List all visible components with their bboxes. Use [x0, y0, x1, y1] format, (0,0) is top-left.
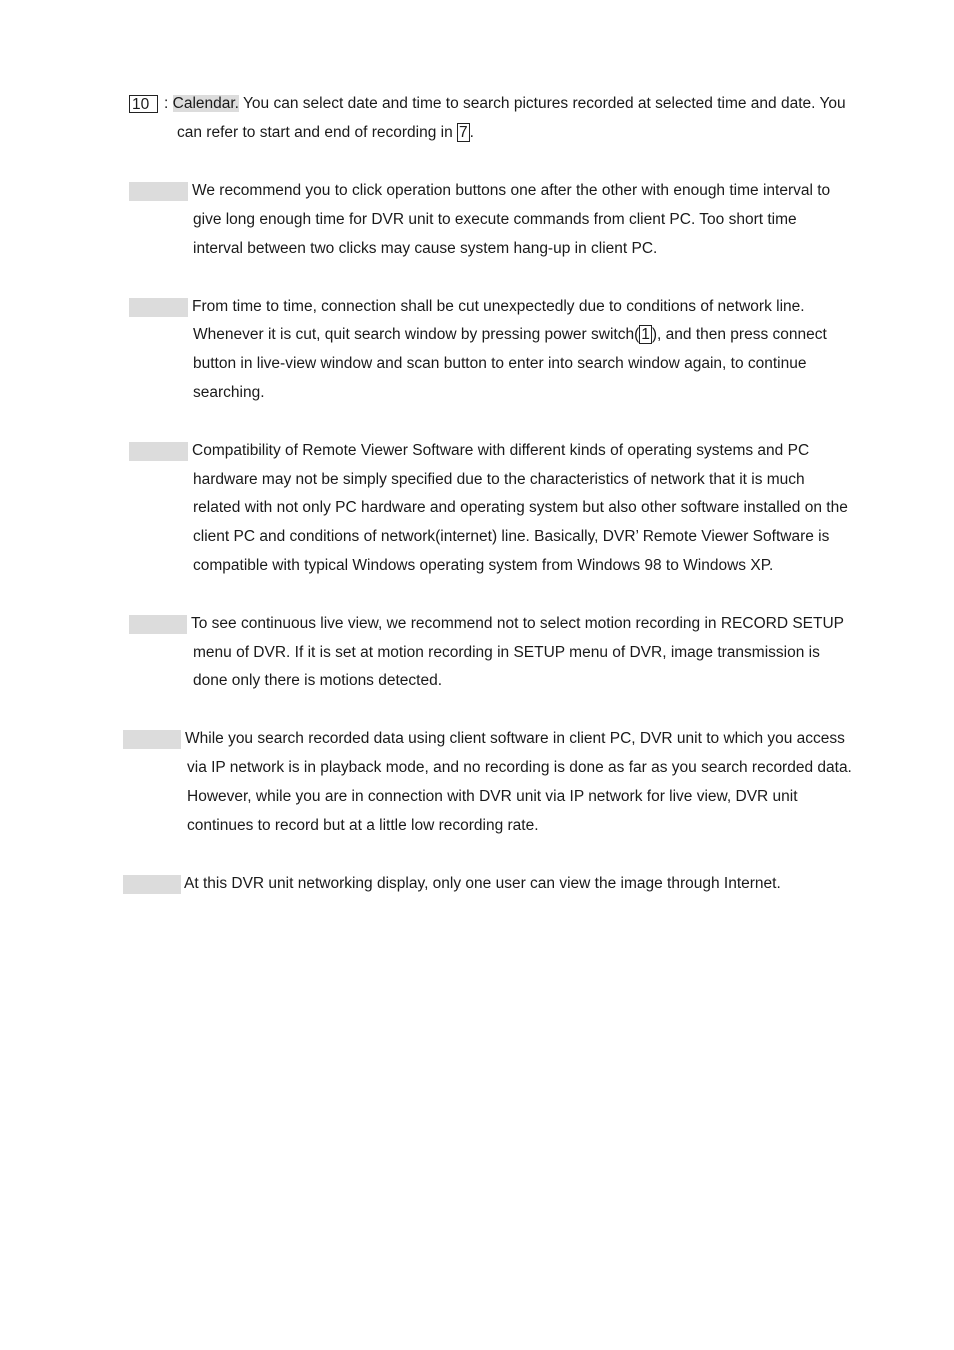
- note-5-line-4: continues to record but at a little low recording rate.: [187, 817, 539, 834]
- note-4-line-1: To see continuous live view, we recommend not to select motion recording in RECORD SETUP: [191, 615, 845, 632]
- item-10-line-2: [177, 123, 474, 143]
- note-3-line-2: hardware may not be simply specified due to the characteristics of network that it is much: [193, 471, 805, 488]
- note-3-line-3: related with not only PC hardware and operating system but also other software installed on the: [193, 499, 848, 516]
- ref-box-1: 1: [641, 326, 650, 343]
- note-4-line-2: menu of DVR. If it is set at motion recording in SETUP menu of DVR, image transmission is: [193, 644, 820, 661]
- note-3-line-5: compatible with typical Windows operating system from Windows 98 to Windows XP.: [193, 557, 774, 574]
- note-2-line-3: button in live-view window and scan button to enter into search window again, to continue: [193, 355, 807, 372]
- note-label-3: [129, 442, 188, 461]
- note-2-line-2-pre: Whenever it is cut, quit search window by pressing power switch(: [193, 326, 640, 343]
- note-3-line-4: client PC and conditions of network(internet) line. Basically, DVR’ Remote Viewer Software is: [193, 528, 830, 545]
- note-5-line-3: However, while you are in connection with DVR unit via IP network for live view, DVR unit: [187, 788, 798, 805]
- calendar-desc-1: You can select date and time to search pictures recorded at selected time and date. You: [238, 95, 846, 112]
- note-1-line-2: give long enough time for DVR unit to execute commands from client PC. Too short time: [193, 211, 797, 228]
- note-label-5: [123, 730, 181, 749]
- note-1-line-1: We recommend you to click operation buttons one after the other with enough time interval to: [192, 182, 831, 199]
- calendar-title: Calendar.: [172, 95, 239, 112]
- note-4-line-3: done only there is motions detected.: [193, 672, 443, 689]
- note-label-1: [129, 182, 188, 201]
- note-2-line-2-post: ), and then press connect: [651, 326, 827, 343]
- item-10-line-1: [164, 94, 846, 114]
- note-2-line-4: searching.: [193, 384, 265, 401]
- note-2-line-2: [193, 325, 827, 345]
- calendar-desc-2: can refer to start and end of recording in: [177, 124, 458, 141]
- note-5-line-2: via IP network is in playback mode, and no recording is done as far as you search recorded data.: [187, 759, 852, 776]
- calendar-period: .: [469, 124, 474, 141]
- ref-box-7: 7: [459, 124, 468, 141]
- note-6-line-1: At this DVR unit networking display, only one user can view the image through Internet.: [184, 875, 781, 892]
- item-colon: :: [164, 95, 169, 112]
- note-label-4: [129, 615, 187, 634]
- note-2-line-1: From time to time, connection shall be cut unexpectedly due to conditions of network line.: [192, 298, 805, 315]
- note-1-line-3: interval between two clicks may cause system hang-up in client PC.: [193, 240, 658, 257]
- note-5-line-1: While you search recorded data using client software in client PC, DVR unit to which you access: [185, 730, 845, 747]
- note-label-6: [123, 875, 181, 894]
- item-number-box: 10: [129, 95, 158, 113]
- note-3-line-1: Compatibility of Remote Viewer Software with different kinds of operating systems and PC: [192, 442, 810, 459]
- note-label-2: [129, 298, 188, 317]
